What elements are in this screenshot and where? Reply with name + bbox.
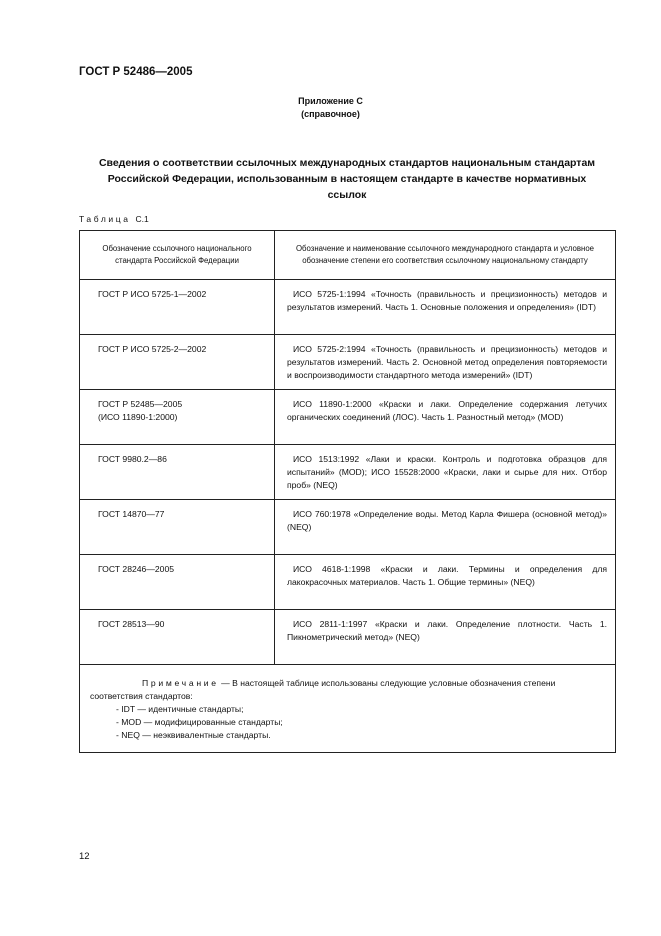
table-note-row: [80, 665, 616, 753]
table-row: [80, 390, 616, 445]
international-standard-cell: [275, 335, 616, 390]
table-caption-number: С.1: [135, 214, 149, 224]
international-standard-cell: [275, 445, 616, 500]
section-title: [79, 155, 615, 203]
international-standard: ИСО 1513:1992 «Лаки и краски. Контроль и подготовка образцов для испытаний» (MOD); ИСО 15528:2000 «Краски, лаки и сырье для них. Отбор проб» (NEQ): [287, 454, 607, 490]
national-standard: ГОСТ 28246—2005: [98, 564, 175, 574]
national-standard-equivalent: (ИСО 11890-1:2000): [98, 411, 178, 422]
document-code: ГОСТ Р 52486—2005: [79, 66, 193, 78]
standards-table: [79, 230, 616, 753]
note-list-item: - IDT — идентичные стандарты;: [116, 704, 244, 714]
national-standard-cell: [80, 445, 275, 500]
note-list-item: - MOD — модифицированные стандарты;: [116, 717, 283, 727]
section-title-line: ссылок: [327, 189, 367, 201]
table-row: [80, 280, 616, 335]
note-body: — В настоящей таблице использованы следующие условные обозначения степени соответствия стандартов:: [90, 678, 556, 701]
international-standard: ИСО 760:1978 «Определение воды. Метод Карла Фишера (основной метод)» (NEQ): [287, 509, 607, 532]
national-standard-cell: [80, 280, 275, 335]
table-header-row: [80, 231, 616, 280]
international-standard: ИСО 5725-1:1994 «Точность (правильность и прецизионность) методов и результатов измерений. Часть 1. Основные положения и определения» (IDT): [287, 289, 607, 312]
note-list-item: - NEQ — неэквивалентные стандарты.: [116, 730, 271, 740]
note-text: [90, 677, 607, 703]
national-standard: ГОСТ 9980.2—86: [98, 454, 167, 464]
column-header-national: Обозначение ссылочного национального стандарта Российской Федерации: [80, 231, 275, 280]
national-standard-cell: [80, 500, 275, 555]
international-standard: ИСО 5725-2:1994 «Точность (правильность и прецизионность) методов и результатов измерений. Часть 2. Основной метод определения повторяемости и воспроизводимости стандартного метода измерений» (IDT): [287, 344, 607, 380]
international-standard-cell: [275, 390, 616, 445]
section-title-line: Российской Федерации, использованным в настоящем стандарте в качестве нормативных: [107, 173, 587, 185]
table-caption-label: Таблица: [79, 214, 131, 224]
table-note: [80, 665, 616, 753]
international-standard-cell: [275, 610, 616, 665]
table-row: [80, 500, 616, 555]
national-standard-cell: [80, 335, 275, 390]
column-header-international: Обозначение и наименование ссылочного международного стандарта и условное обозначение степени его соответствия ссылочному национальному стандарту: [275, 231, 616, 280]
table-row: [80, 555, 616, 610]
international-standard: ИСО 2811-1:1997 «Краски и лаки. Определение плотности. Часть 1. Пикнометрический метод» (NEQ): [287, 619, 607, 642]
appendix-title: Приложение С: [298, 96, 363, 106]
national-standard: ГОСТ Р ИСО 5725-1—2002: [98, 289, 207, 299]
appendix-heading: [0, 95, 661, 121]
note-label: Примечание: [142, 678, 219, 688]
international-standard: ИСО 4618-1:1998 «Краски и лаки. Термины и определения для лакокрасочных материалов. Часть 1. Общие термины» (NEQ): [287, 564, 607, 587]
appendix-subtitle: (справочное): [301, 109, 360, 119]
page-number: 12: [79, 851, 90, 862]
international-standard: ИСО 11890-1:2000 «Краски и лаки. Определение содержания летучих органических соединений (ЛОС). Часть 1. Разностный метод» (MOD): [287, 399, 607, 422]
national-standard: ГОСТ Р 52485—2005: [98, 399, 183, 409]
international-standard-cell: [275, 280, 616, 335]
national-standard-cell: [80, 610, 275, 665]
international-standard-cell: [275, 555, 616, 610]
table-row: [80, 445, 616, 500]
table-row: [80, 335, 616, 390]
section-title-line: Сведения о соответствии ссылочных международных стандартов национальным стандартам: [98, 157, 596, 169]
national-standard: ГОСТ Р ИСО 5725-2—2002: [98, 344, 207, 354]
table-row: [80, 610, 616, 665]
table-caption: [79, 214, 149, 224]
national-standard: ГОСТ 28513—90: [98, 619, 165, 629]
national-standard: ГОСТ 14870—77: [98, 509, 165, 519]
national-standard-cell: [80, 390, 275, 445]
national-standard-cell: [80, 555, 275, 610]
international-standard-cell: [275, 500, 616, 555]
